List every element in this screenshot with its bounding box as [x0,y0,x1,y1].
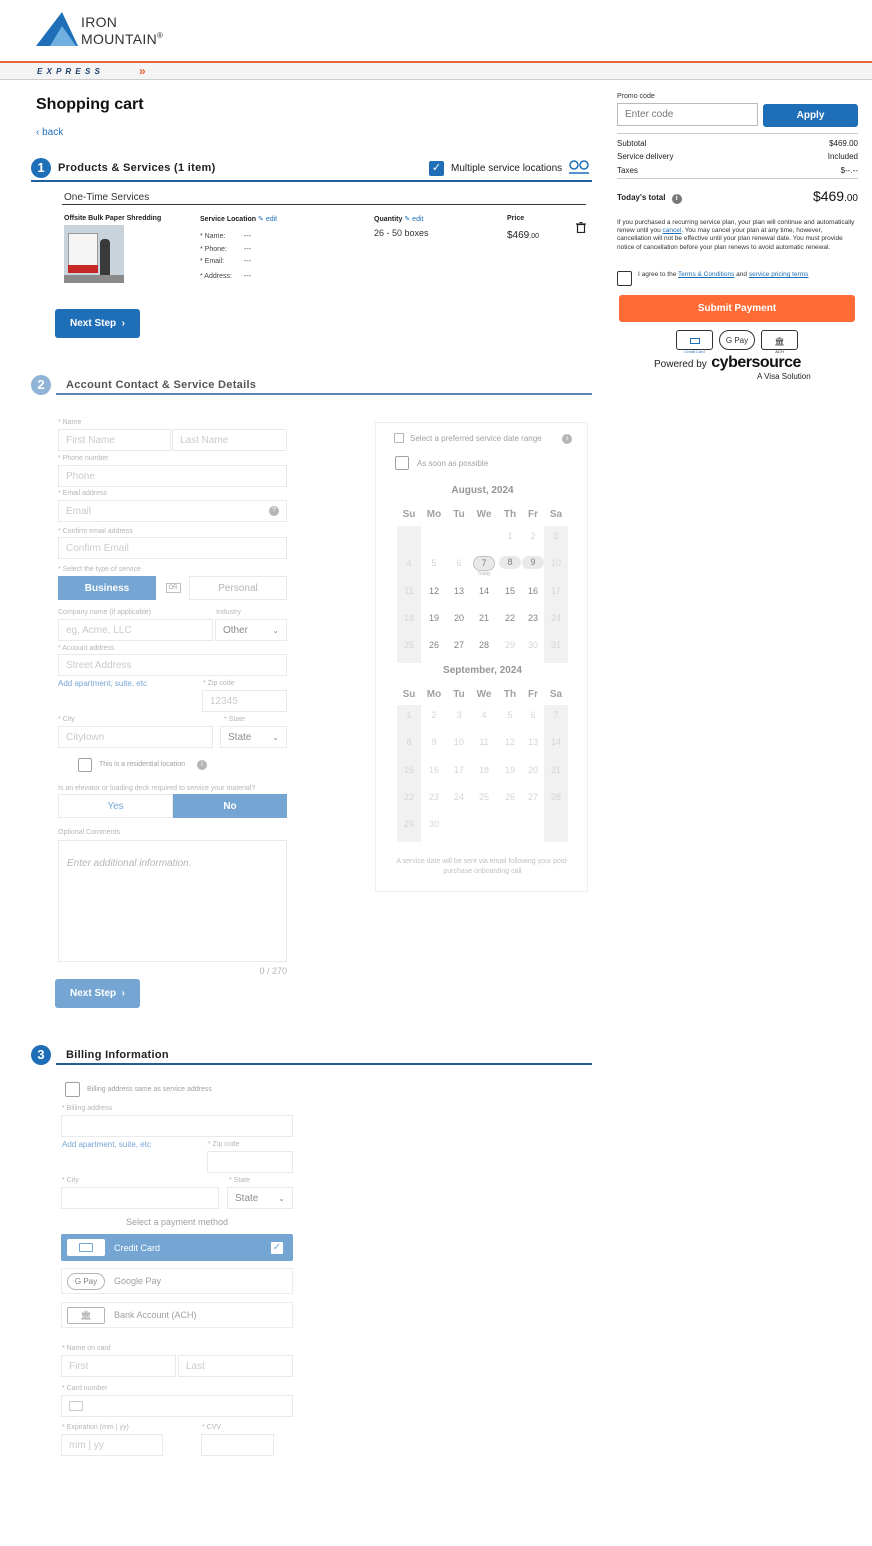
calendar-footnote-1: A service date will be sent via email following your post- [396,858,569,865]
cvv-input[interactable] [201,1434,274,1456]
delivery-label: Service delivery [617,152,674,161]
calendar-day[interactable]: 12 [428,585,439,596]
comments-counter: 0 / 270 [259,966,287,976]
calendar-day: 2 [431,710,437,720]
section-title: One-Time Services [64,192,150,203]
step-3-rule [56,1063,592,1065]
bank-icon: 🏛 [774,337,785,346]
renewal-disclaimer: If you purchased a recurring service plan, your plan will continue and automatically renew until you cancel. You may cancel your plan at any time, however, cancellation will not be effective until your plan renewal date. You must provide notice of cancellation before your plan renews to avoid automatic renewal. [617,219,855,251]
step-1-rule [31,180,592,182]
express-band [0,63,872,80]
business-toggle[interactable]: Business [58,576,156,600]
price-cents: .00 [529,233,539,240]
calendar-day[interactable]: 27 [453,640,464,651]
add-apartment-link[interactable]: Add apartment, suite, etc [58,679,147,688]
visa-solution: A Visa Solution [757,372,811,380]
calendar-day: 4 [406,558,412,569]
service-type-label: * Select the type of service [58,566,141,573]
chevron-left-icon: ‹ [36,127,40,138]
info-icon[interactable]: i [197,760,207,770]
check-icon: ✓ [431,162,442,174]
today-label: Today [477,571,491,578]
subtotal-label: Subtotal [617,139,647,148]
quantity-value: 26 - 50 boxes [374,228,429,238]
calendar-day: 11 [479,737,489,748]
powered-by: Powered by cybersource [654,354,801,371]
credit-card-icon [67,1239,105,1256]
help-icon[interactable]: ? [269,506,279,516]
confirm-email-label: * Confirm email address [58,528,133,535]
calendar-day: 31 [550,640,561,651]
calendar-day: 18 [403,612,414,623]
multi-location-label: Multiple service locations [451,163,563,174]
page-title: Shopping cart [36,96,144,113]
truck-cab [68,265,98,273]
industry-value: Other [223,624,249,636]
billing-add-apartment-link[interactable]: Add apartment, suite, etc [62,1140,151,1149]
calendar-day: 3 [456,710,462,720]
confirm-email-input[interactable]: Confirm Email [58,537,287,559]
calendar-day: 1 [406,710,412,720]
brand-registered: ® [157,31,164,40]
company-label: Company name (if applicable) [58,609,151,616]
name-on-card-label: * Name on card [62,1345,111,1352]
calendar-day: 3 [553,531,559,541]
phone-value: --- [244,245,251,253]
edit-quantity-link[interactable]: ✎ edit [404,216,424,223]
mountain-logo-icon [36,12,78,46]
chevron-right-icon: › [121,318,126,329]
google-pay-icon: G Pay [67,1273,105,1290]
calendar-day: 29 [403,819,414,830]
elevator-question: Is an elevator or loading deck required to service your material? [58,785,256,792]
bank-icon: 🏛 [67,1307,105,1324]
multi-location-checkbox[interactable] [429,161,444,176]
calendar-day: 20 [527,764,538,775]
pencil-icon: ✎ [257,216,264,223]
pricing-terms-link[interactable]: service pricing terms [748,271,809,278]
apply-button[interactable]: Apply [763,104,858,127]
calendar-day: 23 [428,791,439,802]
calendar-day: 17 [453,764,464,775]
step-2-title: Account Contact & Service Details [66,379,257,391]
comments-label: Optional Comments [58,829,120,836]
zip-label: * Zip code [203,680,235,687]
calendar-day[interactable]: 23 [527,612,538,623]
calendar-day: 11 [404,585,414,596]
calendar-day: 27 [527,791,538,802]
calendar-day: 25 [478,791,489,802]
express-label: E X P R E S S [37,67,101,76]
cancel-link[interactable]: cancel [662,227,682,235]
weekday-header: Th [503,689,517,700]
comments-placeholder: Enter additional information. [67,858,192,869]
email-value: --- [244,258,251,265]
credit-card-option[interactable] [61,1234,293,1261]
calendar-day: 24 [453,791,464,802]
back-link[interactable] [36,127,63,138]
calendar-day: 5 [507,710,513,720]
calendar-day: 28 [550,791,561,802]
weekday-header: Sa [549,509,563,520]
elevator-no-button[interactable]: No [173,794,287,818]
company-input[interactable]: eg, Acme, LLC [58,619,213,641]
card-chip-icon [69,1401,83,1411]
total-main: $469 [812,188,845,204]
calendar-day: 5 [431,558,437,569]
calendar-day: 10 [453,737,464,748]
step-1-badge: 1 [31,158,51,178]
residential-label: This is a residential location [99,761,185,768]
product-image [64,225,124,283]
phone-input[interactable]: Phone [58,465,287,487]
brand-name-line2: MOUNTAIN [81,31,158,47]
calendar-day[interactable]: 15 [504,585,515,596]
badge-gpay: G Pay [719,330,755,350]
summary-rule-mid [617,178,858,179]
step-2-rule [56,393,592,395]
date-range-label: Select a preferred service date range [410,434,542,443]
calendar-day[interactable]: 21 [478,612,489,623]
location-pins-icon [567,159,591,175]
weekday-header: Th [503,509,517,520]
calendar-day: 6 [456,558,462,569]
agree-checkbox[interactable] [617,271,632,286]
calendar-day[interactable]: 28 [478,640,489,651]
or-divider: OR [158,576,188,600]
price-main: $469 [507,230,530,241]
credit-card-icon [690,338,700,344]
industry-select[interactable] [215,619,287,641]
subtotal-value: $469.00 [829,139,858,148]
state-label: * State [224,716,246,723]
calendar-day: 2 [530,531,536,541]
google-pay-label: Google Pay [114,1276,162,1286]
calendar-day: 29 [504,640,515,651]
chevron-down-icon: ⌄ [272,732,279,742]
calendar-day: 13 [527,737,538,748]
expiration-label: * Expiration (mm | yy) [62,1424,129,1431]
calendar-day[interactable]: 20 [453,612,464,623]
phone-field-label: * Phone number [58,455,109,462]
service-location-label: Service Location [200,216,257,223]
phone-label: * Phone: [200,245,227,253]
billing-address-label: * Billing address [62,1105,113,1112]
step-2-next-button[interactable]: Next Step › [55,979,140,1008]
calendar-day: 21 [550,764,561,775]
calendar-day[interactable]: 8 [499,556,521,569]
billing-city-label: * City [62,1177,79,1184]
calendar-day[interactable]: 13 [453,585,464,596]
weekday-header: Fr [528,689,538,700]
state-select[interactable] [220,726,287,748]
industry-label: Industry [216,609,241,616]
calendar-day: 4 [481,710,487,720]
sep-title: September, 2024 [443,665,522,676]
weekday-header: Tu [453,509,465,520]
billing-zip-input[interactable] [207,1151,293,1173]
calendar-day[interactable]: 19 [428,612,439,623]
total-cents: .00 [844,193,858,204]
card-number-input[interactable] [61,1395,293,1417]
weekday-header: We [476,689,492,700]
badge-credit-card: Credit Card [676,330,713,350]
expiration-input[interactable]: mm | yy [61,1434,163,1456]
back-label: back [42,127,64,138]
submit-payment-button[interactable]: Submit Payment [619,295,855,322]
delivery-value: Included [827,152,858,161]
terms-link[interactable]: Terms & Conditions [678,271,735,278]
taxes-label: Taxes [617,166,638,175]
same-address-checkbox[interactable] [65,1082,80,1097]
calendar-day: 24 [550,612,561,623]
section-rule [62,204,586,205]
edit-location-link[interactable]: ✎ edit [257,216,278,223]
calendar-day[interactable]: 9 [522,556,544,569]
calendar-day: 12 [504,737,515,748]
calendar-day[interactable]: 7 [473,556,495,571]
worker-shape [100,239,110,279]
step-1-title: Products & Services (1 item) [58,162,216,174]
name-label: * Name: [200,233,226,240]
calendar-day: 17 [550,585,561,596]
calendar-day: 14 [550,737,561,748]
billing-state-select[interactable] [227,1187,293,1209]
weekday-header: Fr [528,509,538,520]
calendar-day[interactable]: 14 [478,585,489,596]
billing-city-input[interactable] [61,1187,219,1209]
bank-label: Bank Account (ACH) [114,1310,197,1320]
calendar-day: 26 [504,791,515,802]
name-value: --- [244,233,251,240]
billing-state-label: * State [229,1177,251,1184]
calendar-day: 19 [504,764,515,775]
calendar-day: 6 [530,710,536,720]
calendar-day[interactable]: 16 [527,585,538,596]
payment-method-label: Select a payment method [125,1217,229,1227]
calendar-day: 30 [527,640,538,651]
price-label: Price [507,215,525,222]
check-icon: ✓ [272,1241,282,1253]
city-input[interactable]: Citytown [58,726,213,748]
pencil-icon: ✎ [404,216,411,223]
calendar-day: 10 [550,558,561,569]
last-name-input[interactable]: Last Name [172,429,287,451]
truck-shape [68,233,98,269]
calendar-day: 18 [478,764,489,775]
summary-rule-top [617,133,858,134]
email-placeholder: Email [66,505,92,517]
card-last-name-input[interactable]: Last [178,1355,293,1377]
zip-input[interactable]: 12345 [202,690,287,712]
express-chevrons: » [139,64,146,78]
address-value: --- [244,272,251,280]
info-icon[interactable]: i [562,434,572,444]
badge-ach: 🏛 ACH [761,330,798,350]
promo-label: Promo code [617,93,655,100]
agree-label: I agree to the Terms & Conditions and service pricing terms [638,271,809,278]
first-name-input[interactable]: First Name [58,429,171,451]
asap-checkbox[interactable] [395,456,409,470]
street-input[interactable]: Street Address [58,654,287,676]
personal-toggle[interactable]: Personal [189,576,287,600]
calendar-day: 22 [403,791,414,802]
calendar-footnote-2: purchase onboarding call [443,868,522,875]
bank-option[interactable] [61,1302,293,1328]
billing-state-value: State [235,1192,259,1204]
calendar-day: 9 [431,737,437,748]
card-first-name-input[interactable]: First [61,1355,176,1377]
step-1-next-button[interactable]: Next Step › [55,309,140,338]
info-icon[interactable]: i [672,194,682,204]
billing-address-input[interactable] [61,1115,293,1137]
asap-label: As soon as possible [417,459,489,468]
step-2-badge: 2 [31,375,51,395]
weekday-header: Tu [453,689,465,700]
trash-icon[interactable] [576,222,586,233]
calendar-day: 1 [507,531,513,541]
residential-checkbox[interactable] [78,758,92,772]
calendar-day: 8 [406,737,412,748]
calendar-icon [394,433,404,443]
cybersource-logo: cybersource [711,354,801,371]
cvv-label: * CVV [202,1424,222,1431]
comments-textarea[interactable] [58,840,287,962]
chevron-down-icon: ⌄ [272,625,279,635]
address-label: * Address: [200,272,232,280]
ground [64,275,124,283]
chevron-right-icon: › [121,988,126,999]
card-number-label: * Card number [62,1385,108,1392]
city-label: * City [58,716,75,723]
promo-input[interactable]: Enter code [617,103,758,126]
weekday-header: Mo [426,689,442,700]
brand-name-line1: IRON [81,14,118,30]
calendar-day[interactable]: 22 [504,612,515,623]
aug-title: August, 2024 [451,485,514,496]
weekday-header: We [476,509,492,520]
chevron-down-icon: ⌄ [278,1193,285,1203]
calendar-day: 7 [553,710,559,720]
total-label: Today's total [617,193,666,202]
same-address-label: Billing address same as service address [87,1086,212,1093]
account-address-label: * Account address [58,645,115,652]
calendar-day: 30 [428,819,439,830]
weekday-header: Su [402,509,416,520]
weekday-header: Sa [549,689,563,700]
name-field-label: * Name [58,419,82,426]
elevator-yes-button[interactable]: Yes [58,794,173,818]
credit-card-label: Credit Card [114,1242,161,1253]
state-value: State [228,731,252,743]
step-3-title: Billing Information [66,1049,169,1061]
email-input[interactable] [58,500,287,522]
calendar-day: 25 [403,640,414,651]
quantity-label: Quantity [374,216,403,223]
calendar-day[interactable]: 26 [428,640,439,651]
step-3-badge: 3 [31,1045,51,1065]
weekday-header: Su [402,689,416,700]
email-label: * Email: [200,258,225,265]
product-name: Offsite Bulk Paper Shredding [64,215,162,222]
brand-logo[interactable] [36,12,186,48]
email-field-label: * Email address [58,490,108,497]
google-pay-option[interactable] [61,1268,293,1294]
calendar-day: 16 [428,764,439,775]
taxes-value: $--.-- [840,166,858,175]
weekday-header: Mo [426,509,442,520]
billing-zip-label: * Zip code [208,1141,240,1148]
calendar-day: 15 [403,764,414,775]
